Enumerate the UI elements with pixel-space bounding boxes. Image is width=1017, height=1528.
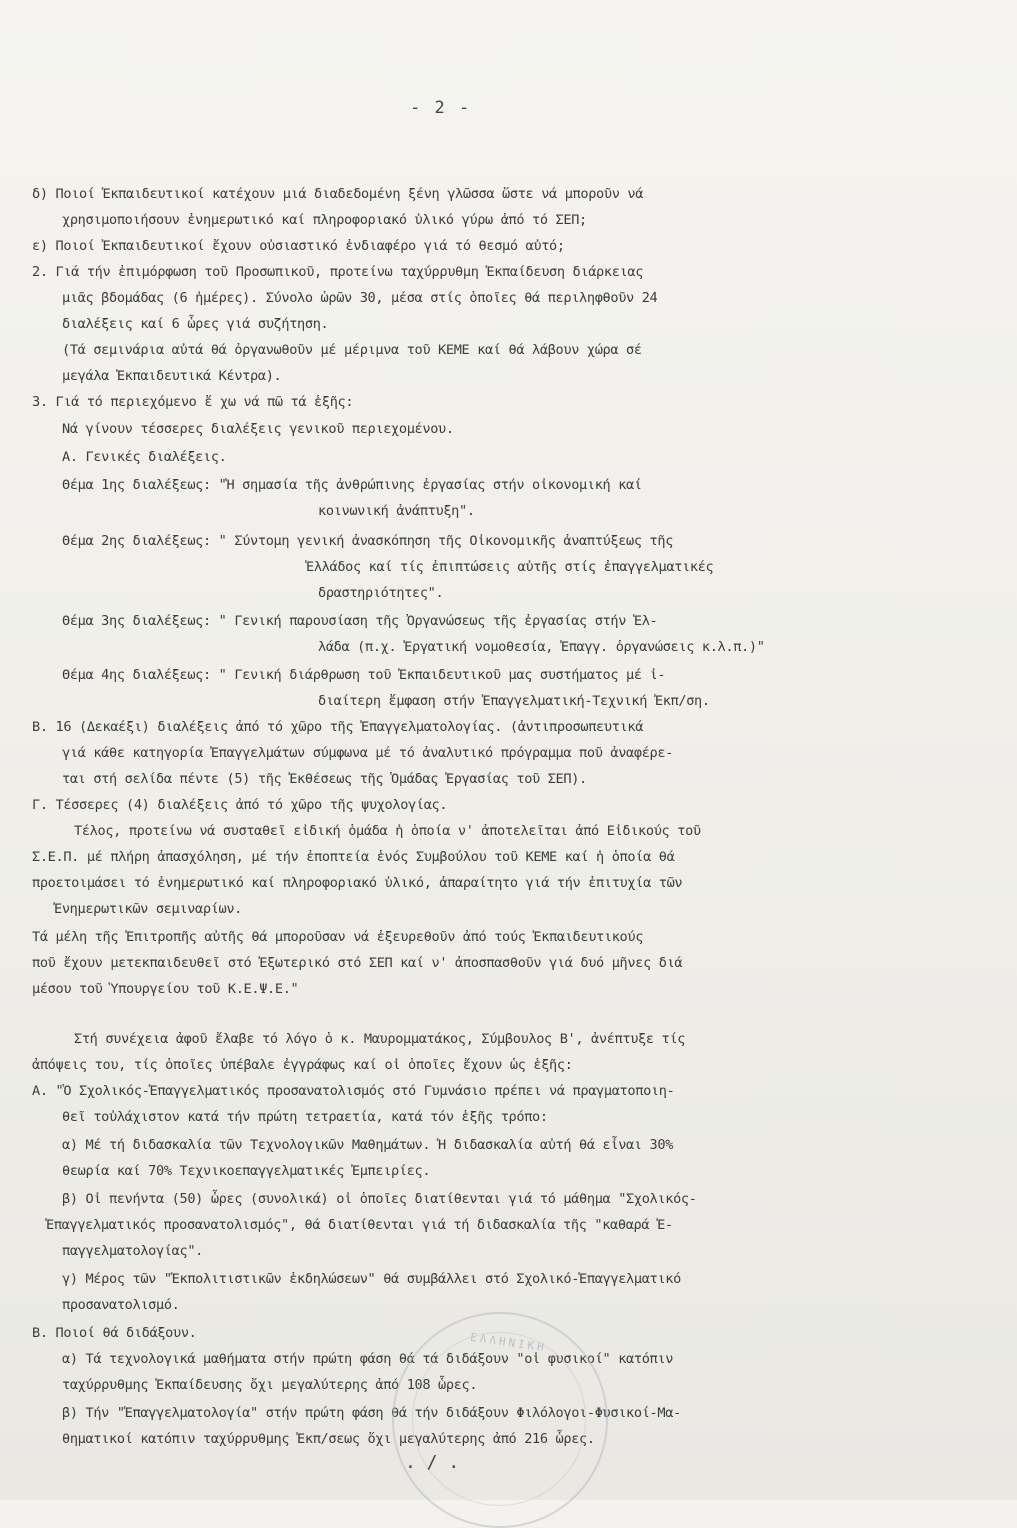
- text-line: Θέμα 3ης διαλέξεως: " Γενική παρουσίαση τῆς Ὀργανώσεως τῆς ἐργασίας στήν Ἑλ-: [62, 613, 658, 629]
- text-line: β) Οἱ πενήντα (50) ὧρες (συνολικά) οἱ ὁποῖες διατίθενται γιά τό μάθημα "Σχολικός-: [62, 1191, 697, 1207]
- text-line: προσανατολισμό.: [62, 1297, 180, 1313]
- text-line: Σ.Ε.Π. μέ πλήρη ἀπασχόληση, μέ τήν ἐποπτεία ἑνός Συμβούλου τοῦ ΚΕΜΕ καί ἡ ὁποία θά: [32, 849, 675, 865]
- text-line: προετοιμάσει τό ἐνημερωτικό καί πληροφοριακό ὑλικό, ἀπαραίτητο γιά τήν ἐπιτυχία τῶν: [32, 875, 683, 891]
- text-line: δραστηριότητες".: [318, 585, 444, 601]
- text-line: λάδα (π.χ. Ἐργατική νομοθεσία, Ἐπαγγ. ὀργανώσεις κ.λ.π.)": [318, 639, 765, 655]
- continuation-mark: . / .: [405, 1452, 460, 1473]
- text-line: θηματικοί κατόπιν ταχύρρυθμης Ἐκπ/σεως ὄχι μεγαλύτερης ἀπό 216 ὧρες.: [62, 1431, 595, 1447]
- text-line: μιᾶς βδομάδας (6 ἡμέρες). Σύνολο ὡρῶν 30, μέσα στίς ὁποῖες θά περιληφθοῦν 24: [62, 290, 658, 306]
- text-line: Θέμα 2ης διαλέξεως: " Σύντομη γενική ἀνασκόπηση τῆς Οἰκονομικῆς ἀναπτύξεως τῆς: [62, 533, 674, 549]
- text-line: Τά μέλη τῆς Ἐπιτροπῆς αὐτῆς θά μποροῦσαν νά ἐξευρεθοῦν ἀπό τούς Ἐκπαιδευτικούς: [32, 929, 644, 945]
- text-line: Ἐνημερωτικῶν σεμιναρίων.: [54, 901, 243, 917]
- text-line: Νά γίνουν τέσσερες διαλέξεις γενικοῦ περιεχομένου.: [62, 421, 454, 437]
- text-line: χρησιμοποιήσουν ἐνημερωτικό καί πληροφοριακό ὑλικό γύρω ἀπό τό ΣΕΠ;: [62, 212, 587, 228]
- text-line: Ἐπαγγελματικός προσανατολισμός", θά διατίθενται γιά τή διδασκαλία τῆς "καθαρά Ἐ-: [46, 1217, 673, 1233]
- text-line: γ) Μέρος τῶν "Ἐκπολιτιστικῶν ἐκδηλώσεων" θά συμβάλλει στό Σχολικό-Ἐπαγγελματικό: [62, 1271, 681, 1287]
- text-line: ποῦ ἔχουν μετεκπαιδευθεῖ στό Ἐξωτερικό στό ΣΕΠ καί ν' ἀποσπασθοῦν γιά δυό μῆνες διά: [32, 955, 683, 971]
- text-line: μεγάλα Ἐκπαιδευτικά Κέντρα).: [62, 368, 282, 384]
- text-line: α) Μέ τή διδασκαλία τῶν Τεχνολογικῶν Μαθημάτων. Ἡ διδασκαλία αὐτή θά εἶναι 30%: [62, 1137, 674, 1153]
- text-line: Τέλος, προτείνω νά συσταθεῖ εἰδική ὁμάδα ἡ ὁποία ν' ἀποτελεῖται ἀπό Εἰδικούς τοῦ: [74, 823, 701, 839]
- text-line: δ) Ποιοί Ἐκπαιδευτικοί κατέχουν μιά διαδεδομένη ξένη γλῶσσα ὥστε νά μποροῦν νά: [32, 186, 644, 202]
- text-line: ταχύρρυθμης Ἐκπαίδευσης ὄχι μεγαλύτερης ἀπό 108 ὧρες.: [62, 1377, 478, 1393]
- text-line: 3. Γιά τό περιεχόμενο ἔ χω νά πῶ τά ἑξῆς:: [32, 394, 354, 410]
- text-line: γιά κάθε κατηγορία Ἐπαγγελμάτων σύμφωνα μέ τό ἀναλυτικό πρόγραμμα ποῦ ἀναφέρε-: [62, 745, 674, 761]
- text-line: (Τά σεμινάρια αὐτά θά ὀργανωθοῦν μέ μέριμνα τοῦ ΚΕΜΕ καί θά λάβουν χώρα σέ: [62, 342, 642, 358]
- stamp-lettering: ΕΛΛΗΝΙΚΗ: [469, 1330, 548, 1355]
- text-line: μέσου τοῦ Ὑπουργείου τοῦ Κ.Ε.Ψ.Ε.": [32, 981, 299, 997]
- text-line: ἀπόψεις του, τίς ὁποῖες ὑπέβαλε ἐγγράφως καί οἱ ὁποῖες ἔχουν ὡς ἑξῆς:: [32, 1057, 573, 1073]
- text-line: β) Τήν "Ἐπαγγελματολογία" στήν πρώτη φάση θά τήν διδάξουν Φιλόλογοι-Φυσικοί-Μα-: [62, 1405, 681, 1421]
- text-line: παγγελματολογίας".: [62, 1243, 204, 1259]
- text-line: α) Τά τεχνολογικά μαθήματα στήν πρώτη φάση θά τά διδάξουν "οἱ φυσικοί" κατόπιν: [62, 1351, 674, 1367]
- text-line: Ἑλλάδος καί τίς ἐπιπτώσεις αὐτῆς στίς ἐπαγγελματικές: [306, 559, 714, 575]
- text-line: Β. 16 (Δεκαέξι) διαλέξεις ἀπό τό χῶρο τῆς Ἐπαγγελματολογίας. (ἀντιπροσωπευτικά: [32, 719, 644, 735]
- text-line: Θέμα 4ης διαλέξεως: " Γενική διάρθρωση τοῦ Ἐκπαιδευτικοῦ μας συστήματος μέ ἰ-: [62, 667, 666, 683]
- text-line: θεωρία καί 70% Τεχνικοεπαγγελματικές Ἐμπειρίες.: [62, 1163, 431, 1179]
- text-line: θεῖ τοὐλάχιστον κατά τήν πρώτη τετραετία, κατά τόν ἑξῆς τρόπο:: [62, 1109, 548, 1125]
- text-line: Στή συνέχεια ἀφοῦ ἔλαβε τό λόγο ὁ κ. Μαυρομματάκος, Σύμβουλος Β', ἀνέπτυξε τίς: [74, 1031, 686, 1047]
- text-line: Β. Ποιοί θά διδάξουν.: [32, 1325, 197, 1341]
- text-line: 2. Γιά τήν ἐπιμόρφωση τοῦ Προσωπικοῦ, προτείνω ταχύρρυθμη Ἐκπαίδευση διάρκειας: [32, 264, 644, 280]
- text-line: διαλέξεις καί 6 ὧρες γιά συζήτηση.: [62, 316, 329, 332]
- text-line: διαίτερη ἔμφαση στήν Ἐπαγγελματική-Τεχνική Ἐκπ/ση.: [318, 693, 710, 709]
- text-line: Γ. Τέσσερες (4) διαλέξεις ἀπό τό χῶρο τῆς ψυχολογίας.: [32, 797, 448, 813]
- text-line: Α. Γενικές διαλέξεις.: [62, 449, 227, 465]
- text-line: ται στή σελίδα πέντε (5) τῆς Ἐκθέσεως τῆς Ὁμάδας Ἐργασίας τοῦ ΣΕΠ).: [62, 771, 587, 787]
- text-line: ε) Ποιοί Ἐκπαιδευτικοί ἔχουν οὐσιαστικό ἐνδιαφέρο γιά τό θεσμό αὐτό;: [32, 238, 565, 254]
- page-number: - 2 -: [410, 98, 472, 118]
- text-line: Α. "Ὁ Σχολικός-Ἐπαγγελματικός προσανατολισμός στό Γυμνάσιο πρέπει νά πραγματοποιη-: [32, 1083, 675, 1099]
- text-line: κοινωνική ἀνάπτυξη".: [318, 503, 475, 519]
- text-line: Θέμα 1ης διαλέξεως: "Ἡ σημασία τῆς ἀνθρώπινης ἐργασίας στήν οἰκονομική καί: [62, 477, 642, 493]
